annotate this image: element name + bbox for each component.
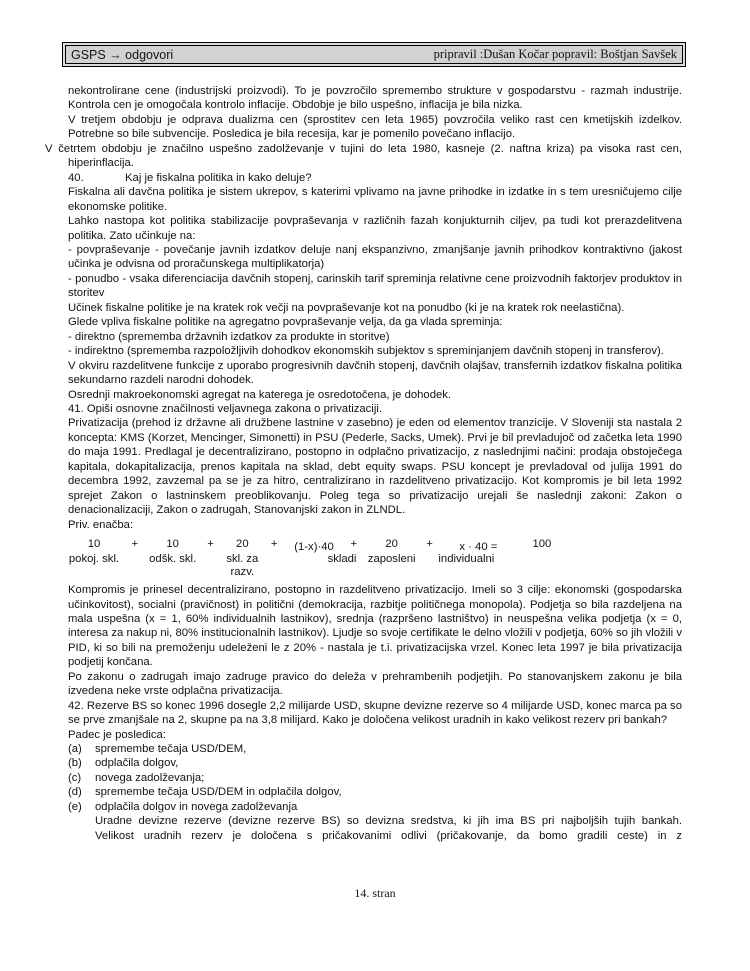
- list-item-d: [68, 785, 682, 799]
- paragraph-privatization: Privatizacija (prehod iz državne ali družbene lastnine v zasebno) je eden od elementov tranzicije. V Sloveniji sta nastala 2 koncepta: KMS (Korzet, Mencinger, Simonetti) in PSU (Pederle, Sacks, Umek). Prvi je bil prevladujoč od začetka leta 1990 do maja 1991. Predlagal je decentralizirano, postopno in odplačno privatizacijo, z naslednjimi načini: prodaja obstoječega kapitala, dokapitalizacija, prenos kapitala na sklad, debt equity swaps. PSU koncept je prevladoval od julija 1991 do decembra 1992, zavzemal pa se je za hitro, centralizirano in razdelitveno privatizacijo. Kot kompromis je bil leta 1992 sprejet Zakon o lastninskem preoblikovanju. Poleg tega so privatizacijo urejali še naslednji zakoni: Zakon o denacionalizaciji, Zakon o zadrugah, Stanovanjski zakon in ZLNDL.: [68, 417, 682, 517]
- document-body: [45, 84, 682, 843]
- paragraph-aggregate-demand: Glede vpliva fiskalne politike na agregatno povpraševanje velja, da ga vlada spreminja:: [68, 316, 503, 329]
- plus-operator: +: [350, 538, 358, 551]
- plus-operator: +: [426, 538, 433, 551]
- equation-value: 10: [166, 538, 179, 551]
- list-marker: (d): [68, 786, 82, 799]
- bullet-direct: - direktno (sprememba državnih izdatkov za produkte in storitve): [68, 330, 390, 343]
- bullet-demand: - povpraševanje - povečanje javnih izdatkov deluje nanj ekspanzivno, zmanjšanje javnih prihodkov kontraktivno (jakost učinka je odvisna od proračunskega multiplikatorja): [68, 243, 682, 271]
- bullet-indirect: - indirektno (sprememba razpoložljivih dohodkov ekonomskih subjektov s spreminjanjem davčnih stopenj in transferov).: [68, 345, 664, 358]
- document-title: GSPS → odgovori: [71, 47, 174, 62]
- header-box: [62, 42, 686, 67]
- paragraph-fiscal-role: Lahko nastopa kot politika stabilizacije povpraševanja v različnih fazah konjukturnih ciljev, pa tudi kot prerazdelitvena politika. Zato učinkuje na:: [68, 215, 682, 242]
- header-box-inner: [65, 45, 683, 64]
- equation-value: 20: [236, 538, 249, 551]
- equation-value: x · 40 =: [459, 541, 498, 554]
- list-item-text: odplačila dolgov,: [95, 757, 179, 770]
- equation-label: pokoj. skl.: [68, 553, 120, 566]
- equation-term-compensation-fund: [142, 538, 204, 566]
- paragraph-redistribution: V okviru razdelitvene funkcije z uporabo progresivnih davčnih stopenj, davčnih olajšav, transfernih izdatkov fiskalna politika sekundarno razdeli narodni dohodek.: [68, 359, 682, 387]
- list-marker: (a): [68, 743, 82, 756]
- equation-label: individualni: [438, 553, 495, 566]
- plus-operator: +: [207, 538, 214, 551]
- question-41: 41. Opiši osnovne značilnosti veljavnega zakona o privatizaciji.: [68, 402, 382, 415]
- equation-label: skl. za razv.: [226, 553, 259, 579]
- equation-label: zaposleni: [367, 553, 416, 566]
- privatization-equation: [60, 538, 560, 579]
- equation-label: skladi: [327, 553, 357, 566]
- list-marker: (b): [68, 757, 82, 770]
- equation-term-development-fund: [217, 538, 267, 579]
- list-marker: (c): [68, 771, 82, 784]
- paragraph-compromise: Kompromis je prinesel decentralizirano, postopno in razdelitveno privatizacijo. Imeli so 3 cilje: ekonomski (gospodarska učinkovitost), socialni (pravičnost) in politični (demokracija, razbitje političnega monopola). Podjetja so bila razdeljena na mala uspešna (x = 1, 60% individualnih lastnikov), srednja (razpršeno lastništvo) in neuspešna velika podjetja (x = 0, interesa za nakup ni, 80% institucionalnih lastnikov). Ljudje so svoje certifikate le delno vložili v podjetja, 60% so jih vložili v PID, ki so bili na premoženju udeleženi le z 20% - nastala je t.i. privatizacijska vrzel. Konec leta 1997 je bila privatizacija podjetij končana.: [68, 584, 682, 669]
- paragraph-decline-intro: Padec je posledica:: [68, 728, 166, 741]
- bullet-supply: - ponudbo - vsaka diferenciacija davčnih stopenj, carinskih tarif spreminja relativne cene proizvodnih faktorjev produktov in storitev: [68, 272, 682, 300]
- paragraph-fourth-period: V četrtem obdobju je značilno uspešno zadolževanje v tujini do leta 1980, kasneje (2. naftna kriza) pa visoka rast cen, hiperinflacija.: [45, 142, 682, 170]
- list-item-a: [68, 742, 682, 756]
- header-credits: pripravil :Dušan Kočar popravil: Boštjan Savšek: [433, 47, 677, 61]
- paragraph-equation-intro: Priv. enačba:: [68, 518, 134, 531]
- equation-term-funds: [281, 538, 357, 566]
- list-item-c: [68, 771, 682, 785]
- paragraph-reserve-size: Velikost uradnih rezerv je določena s pričakovanimi odlivi (pričakovanje, da bomo gradili ceste) in z: [95, 829, 682, 842]
- equation-term-employees: [361, 538, 423, 566]
- question-40-text: Kaj je fiskalna politika in kako deluje?: [125, 171, 312, 184]
- equation-result-value: 100: [532, 538, 552, 551]
- equation-term-individual: [436, 538, 520, 566]
- equation-value: 10: [87, 538, 101, 551]
- equation-label: odšk. skl.: [149, 553, 197, 566]
- list-item-b: [68, 756, 682, 770]
- paragraph-price-control: nekontrolirane cene (industrijski proizvodi). To je povzročilo spremembo strukture v gospodarstvu - razmah industrije. Kontrola cen je omogočala kontrolo inflacije. Obdobje je bilo uspešno, inflacija je bila nizka.: [68, 85, 682, 112]
- list-item-e: [68, 800, 682, 814]
- footer-page-number: 14. stran: [354, 886, 396, 900]
- list-item-text: spremembe tečaja USD/DEM in odplačila dolgov,: [95, 786, 342, 799]
- question-40-number: 40.: [68, 171, 84, 184]
- paragraph-fiscal-effect: Učinek fiskalne politike je na kratek rok večji na povpraševanje kot na ponudbo (ki je na kratek rok neelastična).: [68, 301, 625, 314]
- paragraph-third-period: V tretjem obdobju je odprava dualizma cen (sprostitev cen leta 1965) povzročila veliko rast cen kmetijskih izdelkov. Potrebne so bile subvencije. Posledica je bila recesija, kar je pomenilo povečano inflacijo.: [68, 113, 682, 141]
- paragraph-official-reserves: Uradne devizne rezerve (devizne rezerve BS) so devizna sredstva, ki jih ima BS pri najboljših tujih bankah.: [95, 815, 682, 828]
- question-40: [68, 171, 682, 185]
- paragraph-fiscal-def: Fiskalna ali davčna politika je sistem ukrepov, s katerimi vplivamo na javne prihodke in izdatke in s tem uresničujemo cilje ekonomske politike.: [68, 186, 682, 213]
- equation-result: [524, 538, 560, 551]
- list-marker: (e): [68, 800, 82, 813]
- plus-operator: +: [270, 538, 278, 551]
- equation-value: 20: [385, 538, 398, 551]
- equation-term-pension-fund: [60, 538, 128, 566]
- paragraph-cooperatives: Po zakonu o zadrugah imajo zadruge pravico do deleža v prehrambenih podjetjih. Po stanovanjskem zakonu je bila izvedena neke vrste odplačna privatizacija.: [68, 670, 682, 698]
- list-item-text: odplačila dolgov in novega zadolževanja: [95, 800, 298, 813]
- plus-operator: +: [131, 538, 139, 551]
- equation-value: (1-x)·40: [294, 541, 334, 554]
- question-42: 42. Rezerve BS so konec 1996 dosegle 2,2 milijarde USD, skupne devizne rezerve so 4 milijarde USD, konec marca pa so se prve zmanjšale na 2, skupne pa na 3,8 milijard. Kako je določena velikost uradnih in kako velikost rezerv pri bankah?: [68, 699, 682, 727]
- list-item-text: spremembe tečaja USD/DEM,: [95, 743, 247, 756]
- paragraph-aggregate-income: Osrednji makroekonomski agregat na katerega je osredotočena, je dohodek.: [68, 388, 452, 401]
- list-item-text: novega zadolževanja;: [95, 771, 205, 784]
